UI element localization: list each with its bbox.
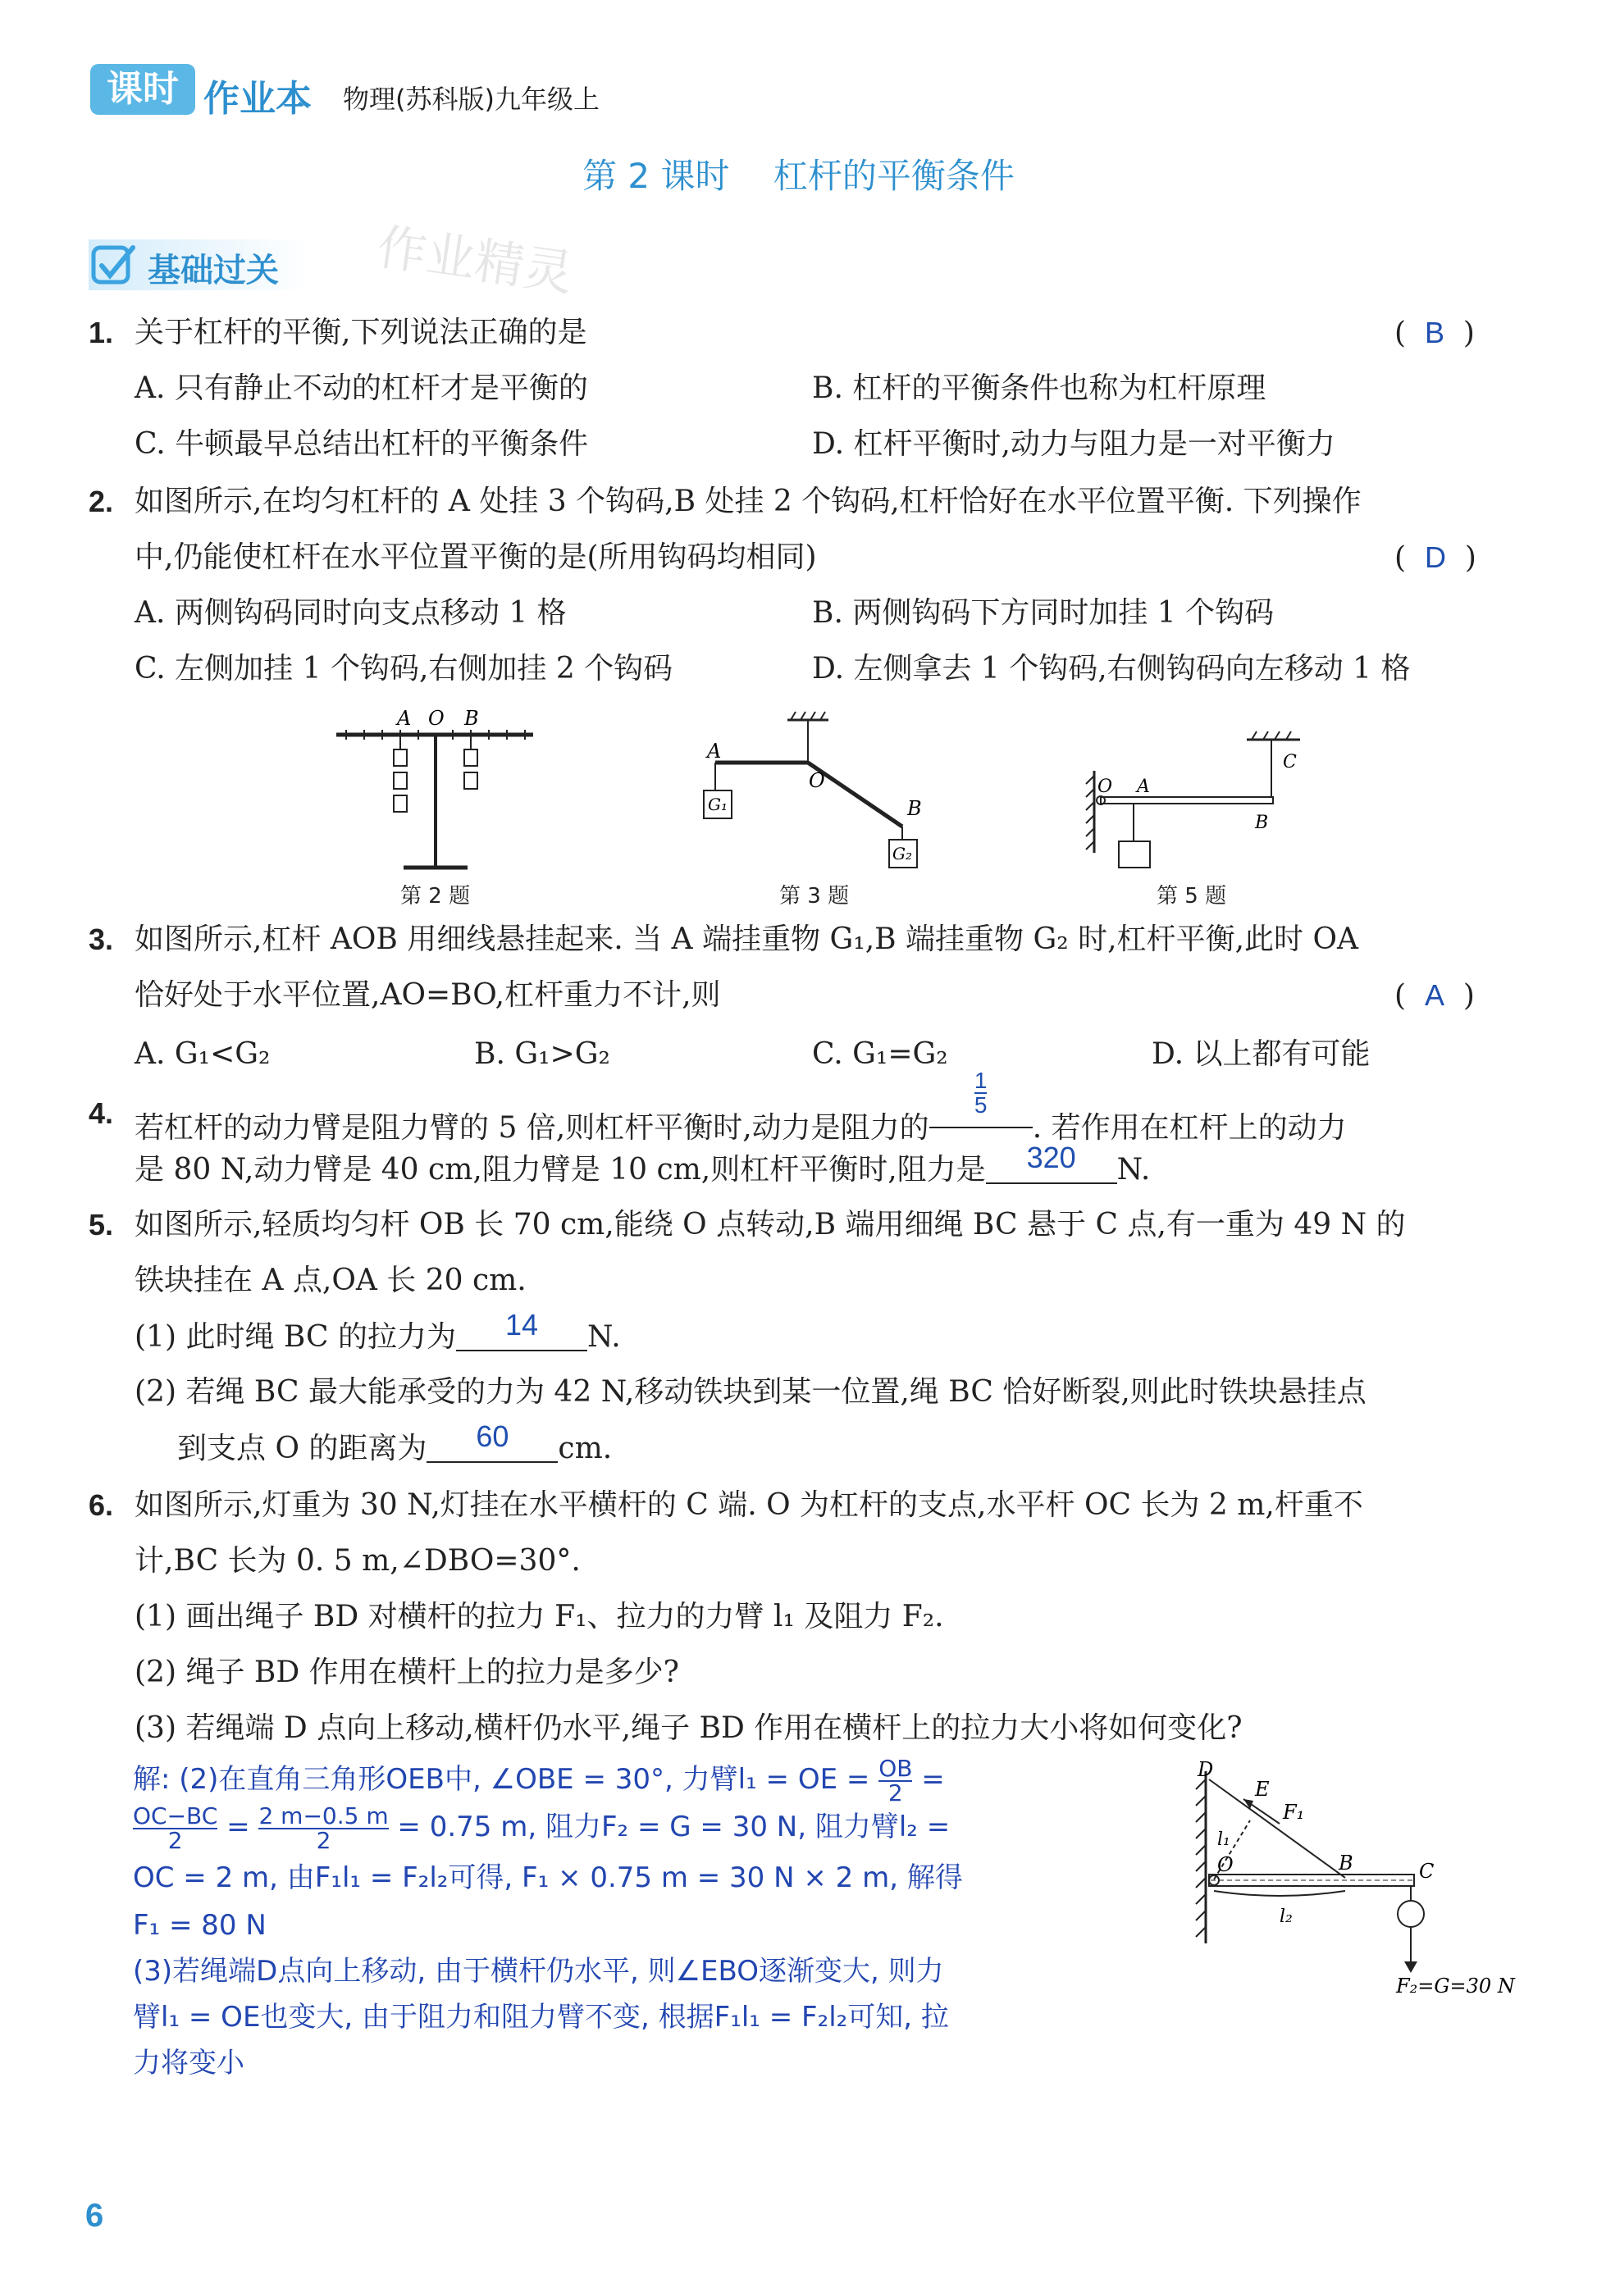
- q3-answer: ( A ): [1394, 978, 1475, 1013]
- q4-number: 4.: [89, 1096, 114, 1130]
- q6-line2: 计,BC 长为 0. 5 m,∠DBO=30°.: [135, 1544, 581, 1578]
- q4-line1-a: 若杠杆的动力臂是阻力臂的 5 倍,则杠杆平衡时,动力是阻力的: [135, 1111, 929, 1145]
- series-badge: 课时: [90, 64, 195, 115]
- q2-number: 2.: [89, 485, 114, 518]
- fig2-label-a: A: [397, 707, 412, 730]
- caption-q3: 第 3 题: [779, 884, 850, 909]
- q5-blank2-value: 60: [476, 1419, 509, 1453]
- q5-blank1: [456, 1308, 587, 1351]
- q5-part1-a: (1) 此时绳 BC 的拉力为: [135, 1320, 456, 1354]
- solution-line6: 臂l₁ = OE也变大, 由于阻力和阻力臂不变, 根据F₁l₁ = F₂l₂可知, 拉: [133, 2001, 949, 2034]
- lesson-title: 第 2 课时 杠杆的平衡条件: [582, 156, 1015, 196]
- q1-answer: ( B ): [1394, 316, 1475, 350]
- fig6-label-f1: F₁: [1283, 1801, 1305, 1824]
- solution-line1: [133, 1756, 945, 1805]
- q1-option-d: D. 杠杆平衡时,动力与阻力是一对平衡力: [812, 427, 1335, 461]
- q1-number: 1.: [89, 316, 114, 349]
- series-name: 作业本: [203, 78, 312, 120]
- fig6-label-o: O: [1217, 1853, 1234, 1876]
- q6-part1: (1) 画出绳子 BD 对横杆的拉力 F₁、拉力的力臂 l₁ 及阻力 F₂.: [135, 1600, 944, 1633]
- fig6-label-l2: l₂: [1280, 1906, 1293, 1927]
- q4-blank2: [986, 1141, 1117, 1184]
- fig2-label-b: B: [464, 707, 479, 730]
- watermark: 作业精灵: [373, 218, 577, 303]
- q3-line2: 恰好处于水平位置,AO=BO,杠杆重力不计,则: [135, 978, 721, 1012]
- figure-q6: [1181, 1755, 1526, 2009]
- q6-line1: 如图所示,灯重为 30 N,灯挂在水平横杆的 C 端. O 为杠杆的支点,水平杆 OC 长为 2 m,杆重不: [135, 1488, 1363, 1522]
- q5-blank1-value: 14: [504, 1308, 539, 1342]
- q4-blank1: [929, 1068, 1033, 1128]
- fig3-label-b: B: [907, 797, 922, 820]
- fig3-label-g2: G₂: [892, 844, 912, 863]
- solution-s2-frac2-den: 2: [316, 1826, 331, 1854]
- q5-line2: 铁块挂在 A 点,OA 长 20 cm.: [135, 1264, 527, 1297]
- fig5-label-b: B: [1255, 813, 1269, 833]
- q1-option-a: A. 只有静止不动的杠杆才是平衡的: [135, 371, 588, 405]
- fig5-label-c: C: [1283, 752, 1297, 772]
- solution-s1-frac-den: 2: [887, 1779, 903, 1806]
- fig3-label-a: A: [707, 740, 722, 763]
- solution-s2-rest: = 0.75 m, 阻力F₂ = G = 30 N, 阻力臂l₂ =: [397, 1811, 951, 1843]
- q1-option-b: B. 杠杆的平衡条件也称为杠杆原理: [812, 371, 1266, 405]
- q6-part3: (3) 若绳端 D 点向上移动,横杆仍水平,绳子 BD 作用在横杆上的拉力大小将如何变化?: [135, 1711, 1243, 1745]
- q4-line1: [135, 1068, 1347, 1148]
- q4-line2-a: 是 80 N,动力臂是 40 cm,阻力臂是 10 cm,则杠杆平衡时,阻力是: [135, 1153, 986, 1187]
- q2-option-b: B. 两侧钩码下方同时加挂 1 个钩码: [812, 596, 1275, 630]
- fig6-label-d: D: [1198, 1758, 1214, 1781]
- fig6-label-e: E: [1255, 1778, 1270, 1801]
- figure-q3: [697, 705, 935, 877]
- fig3-label-g1: G₁: [708, 795, 728, 814]
- caption-q5: 第 5 题: [1157, 884, 1227, 909]
- solution-line4: F₁ = 80 N: [133, 1909, 267, 1942]
- q2-answer: ( D ): [1394, 540, 1476, 575]
- fig6-label-b: B: [1339, 1852, 1353, 1875]
- q1-option-c: C. 牛顿最早总结出杠杆的平衡条件: [135, 427, 589, 461]
- solution-line3: OC = 2 m, 由F₁l₁ = F₂l₂可得, F₁ × 0.75 m = 30 N × 2 m, 解得: [133, 1861, 963, 1894]
- section-title: 基础过关: [148, 252, 279, 289]
- q3-answer-value: A: [1424, 978, 1444, 1012]
- q5-part2b-b: cm.: [558, 1432, 613, 1465]
- q5-part1: [135, 1308, 621, 1357]
- solution-s1-frac-num: OB: [878, 1754, 913, 1782]
- q5-part2b-a: 到支点 O 的距离为: [177, 1432, 427, 1465]
- solution-s2-frac1-den: 2: [167, 1826, 183, 1854]
- q2-line1: 如图所示,在均匀杠杆的 A 处挂 3 个钩码,B 处挂 2 个钩码,杠杆恰好在水平位置平衡. 下列操作: [135, 485, 1362, 518]
- q2-option-a: A. 两侧钩码同时向支点移动 1 格: [135, 596, 567, 630]
- q1-stem: 关于杠杆的平衡,下列说法正确的是: [135, 316, 587, 349]
- q1-answer-value: B: [1424, 316, 1444, 349]
- figure-q2: [328, 705, 541, 877]
- q3-option-a: A. G₁<G₂: [135, 1037, 271, 1071]
- q3-line1: 如图所示,杠杆 AOB 用细线悬挂起来. 当 A 端挂重物 G₁,B 端挂重物 G₂ 时,杠杆平衡,此时 OA: [135, 922, 1358, 956]
- q3-option-b: B. G₁>G₂: [474, 1037, 610, 1071]
- q2-line2: 中,仍能使杠杆在水平位置平衡的是(所用钩码均相同): [135, 540, 817, 574]
- fig6-label-l1: l₁: [1217, 1829, 1230, 1850]
- q5-part1-b: N.: [587, 1320, 621, 1354]
- solution-s2-frac1-num: OC−BC: [133, 1802, 218, 1829]
- q5-number: 5.: [89, 1208, 114, 1241]
- subject-label: 物理(苏科版)九年级上: [343, 84, 600, 115]
- solution-line2: $\frac{OC-BC}{2}$ = $\frac{2 m-0.5 m}{2}$ = 0.75 m, 阻力F₂ = G = 30 N, 阻力臂l₂ =: [133, 1802, 951, 1854]
- q3-option-c: C. G₁=G₂: [812, 1037, 948, 1071]
- solution-s1-eq: =: [921, 1763, 945, 1796]
- fig5-label-a: A: [1137, 777, 1150, 797]
- solution-s1: 解: (2)在直角三角形OEB中, ∠OBE = 30°, 力臂l₁ = OE =: [133, 1763, 870, 1796]
- q4-line1-b: . 若作用在杠杆上的动力: [1032, 1111, 1347, 1145]
- caption-q2: 第 2 题: [400, 884, 471, 909]
- q4-blank1-denominator: 5: [974, 1092, 988, 1118]
- fig3-label-o: O: [809, 769, 825, 792]
- solution-line7: 力将变小: [133, 2047, 244, 2080]
- q5-part2: (2) 若绳 BC 最大能承受的力为 42 N,移动铁块到某一位置,绳 BC 恰好断裂,则此时铁块悬挂点: [135, 1375, 1367, 1409]
- q5-blank2: [427, 1419, 558, 1463]
- q6-part2: (2) 绳子 BD 作用在横杆上的拉力是多少?: [135, 1656, 679, 1689]
- q4-blank1-numerator: 1: [974, 1068, 988, 1093]
- solution-s2-frac2-num: 2 m−0.5 m: [258, 1802, 389, 1829]
- q6-number: 6.: [89, 1488, 114, 1522]
- q4-line2-b: N.: [1116, 1153, 1151, 1187]
- q5-line1: 如图所示,轻质均匀杆 OB 长 70 cm,能绕 O 点转动,B 端用细绳 BC 悬于 C 点,有一重为 49 N 的: [135, 1208, 1406, 1241]
- fig6-label-c: C: [1419, 1860, 1435, 1883]
- q3-number: 3.: [89, 922, 114, 956]
- q2-answer-value: D: [1424, 540, 1446, 574]
- q2-option-d: D. 左侧拿去 1 个钩码,右侧钩码向左移动 1 格: [812, 652, 1411, 686]
- solution-line5: (3)若绳端D点向上移动, 由于横杆仍水平, 则∠EBO逐渐变大, 则力: [133, 1955, 944, 1988]
- q5-part2b: [177, 1419, 613, 1469]
- fig6-label-f2: F₂=G=30 N: [1396, 1975, 1515, 1998]
- q2-option-c: C. 左侧加挂 1 个钩码,右侧加挂 2 个钩码: [135, 652, 673, 686]
- figure-q5: [1083, 722, 1329, 877]
- q4-line2: [135, 1141, 1151, 1190]
- fig5-label-o: O: [1097, 777, 1113, 797]
- q3-option-d: D. 以上都有可能: [1152, 1037, 1371, 1071]
- checkbox-icon: [90, 243, 138, 290]
- fig2-label-o: O: [428, 707, 445, 730]
- q4-blank2-value: 320: [1026, 1141, 1076, 1174]
- page-number: 6: [85, 2198, 104, 2234]
